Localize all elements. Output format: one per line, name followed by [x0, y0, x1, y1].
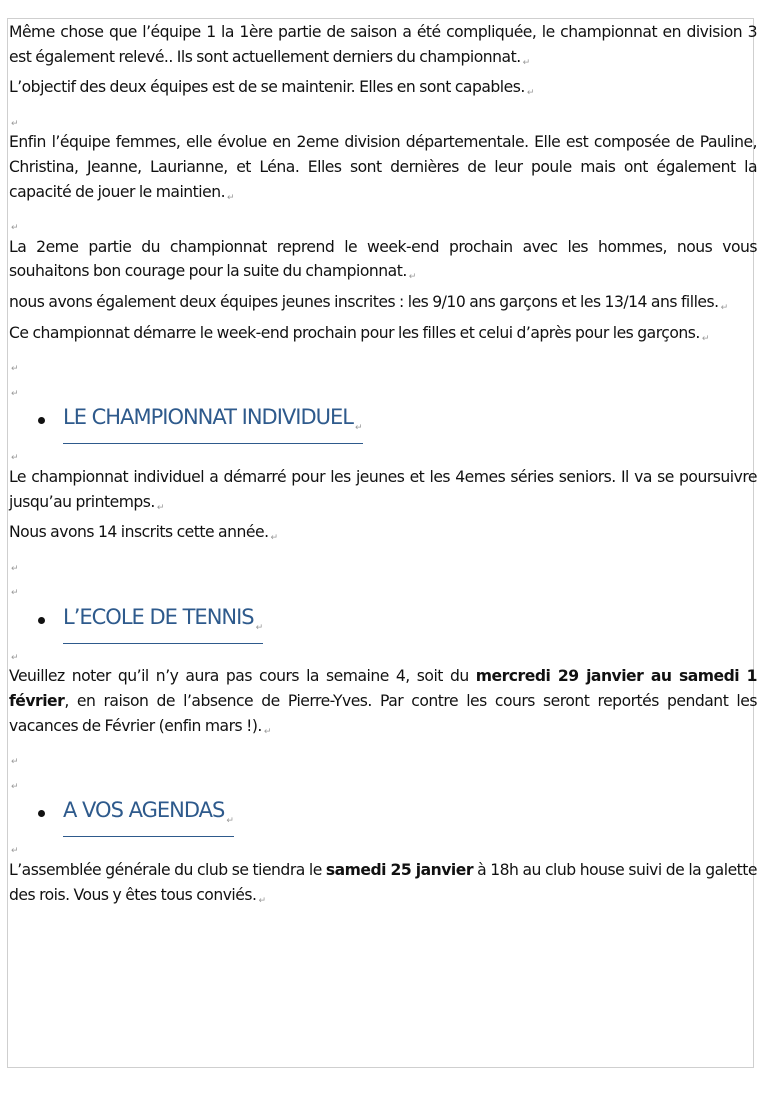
heading-text: L’ECOLE DE TENNIS $_↵$: [63, 602, 263, 644]
empty-paragraph: ↵: [11, 453, 19, 464]
empty-paragraph: ↵: [11, 118, 19, 129]
empty-paragraph: ↵: [11, 846, 19, 857]
section-heading-a-vos-agendas: [9, 795, 757, 833]
empty-paragraph: ↵: [11, 364, 19, 375]
empty-paragraph: ↵: [11, 757, 19, 768]
paragraph-equipes-jeunes: nous avons également deux équipes jeunes inscrites : les 9/10 ans garçons et les 13/14 ans filles. ↵: [9, 292, 729, 313]
paragraph-equipe-2: Même chose que l’équipe 1 la 1ère partie de saison a été compliquée, le championnat en division 3 est également relevé.. Ils sont actuellement derniers du championnat. ↵: [9, 23, 757, 68]
paragraph-objectif: L’objectif des deux équipes est de se maintenir. Elles en sont capables. ↵: [9, 78, 535, 99]
empty-paragraph: ↵: [11, 563, 19, 574]
empty-paragraph: ↵: [11, 223, 19, 234]
empty-paragraph: ↵: [11, 652, 19, 663]
bullet-icon: [38, 810, 45, 817]
paragraph-demarrage: Ce championnat démarre le week-end prochain pour les filles et celui d’après pour les garçons. ↵: [9, 323, 710, 344]
empty-paragraph: ↵: [11, 388, 19, 399]
document-content: [9, 20, 757, 913]
heading-text: A VOS AGENDAS $_↵$: [63, 795, 234, 837]
paragraph-equipe-femmes: Enfin l’équipe femmes, elle évolue en 2eme division départementale. Elle est composée de Pauline, Christina, Jeanne, Laurianne, et Léna. Elles sont dernières de leur poule mais ont également la capacité de jouer le maintien. ↵: [9, 133, 757, 203]
section-heading-championnat-individuel: [9, 402, 757, 440]
paragraph-deuxieme-partie: La 2eme partie du championnat reprend le week-end prochain avec les hommes, nous vous souhaitons bon courage pour la suite du championnat. ↵: [9, 237, 757, 283]
section-heading-ecole-de-tennis: [9, 602, 757, 640]
paragraph-assemblee-generale: L’assemblée générale du club se tiendra le samedi 25 janvier à 18h au club house suivi de la galette des rois. Vous y êtes tous conviés. ↵: [9, 861, 757, 906]
paragraph-inscrits: Nous avons 14 inscrits cette année. ↵: [9, 523, 279, 544]
bullet-icon: [38, 417, 45, 424]
paragraph-ecole-de-tennis: Veuillez noter qu’il n’y aura pas cours la semaine 4, soit du mercredi 29 janvier au samedi 1 février, en raison de l’absence de Pierre-Yves. Par contre les cours seront reportés pendant les vacances de Février (enfin mars !). ↵: [9, 667, 758, 737]
bullet-icon: [38, 617, 45, 624]
empty-paragraph: ↵: [11, 781, 19, 792]
paragraph-championnat-individuel: Le championnat individuel a démarré pour les jeunes et les 4emes séries seniors. Il va se poursuivre jusqu’au printemps. ↵: [9, 467, 757, 513]
empty-paragraph: ↵: [11, 588, 19, 599]
heading-text: LE CHAMPIONNAT INDIVIDUEL $_↵$: [63, 402, 363, 444]
